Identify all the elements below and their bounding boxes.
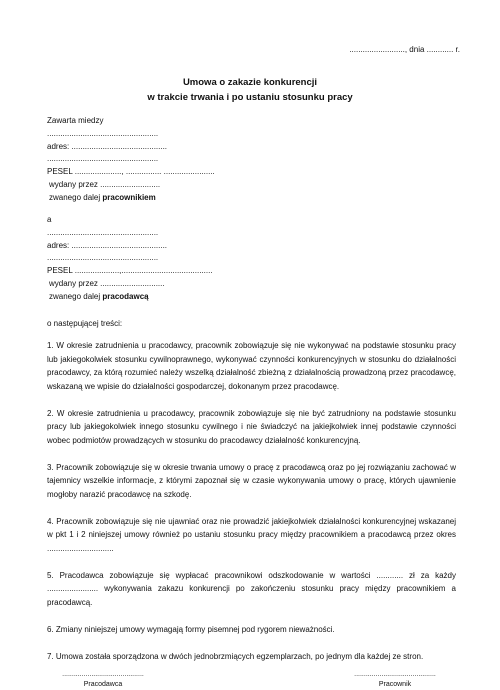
- party1-pesel: PESEL ....................., ................ .......................: [47, 167, 215, 177]
- party1-called: [47, 192, 215, 205]
- clause-6: 6. Zmiany niniejszej umowy wymagają formy pisemnej pod rygorem nieważności.: [47, 624, 335, 634]
- place-date-line: ........................., dnia ............ r.: [349, 45, 460, 54]
- party-employee-block: [47, 115, 215, 205]
- clauses-list: [47, 339, 456, 677]
- party-employer-block: [47, 214, 213, 304]
- party2-issued: wydany przez .............................: [49, 278, 165, 288]
- party2-address: adres: ...........................................: [47, 240, 168, 250]
- signature-employer-line: ..........................................: [62, 671, 144, 678]
- clause-1: 1. W okresie zatrudnienia u pracodawcy, pracownik zobowiązuje się nie wykonywać na podstawie stosunku pracy lub jakiegokolwiek stosunku cywilnoprawnego, wykonywać czynności konkurencyjnych w stosunku do działalności pracodawcy, za którą rozumieć należy wszelką działalność zbieżną z działalnością prowadzoną przez pracodawcę, wskazaną we wpisie do działalności gospodarczej, dokonanym przez pracodawcę.: [47, 341, 456, 391]
- clause-3: 3. Pracownik zobowiązuje się w okresie trwania umowy o pracę z pracodawcą oraz po jej rozwiązaniu zachować w tajemnicy wszelkie informacje, z którymi zapoznał się w czasie wykonywania umowy o pracę, których ujawnienie mogłoby narazić pracodawcę na szkodę.: [47, 462, 456, 499]
- signature-employee: [330, 670, 460, 690]
- document-title: [0, 75, 500, 105]
- clause-4: 4. Pracownik zobowiązuje się nie ujawniać oraz nie prowadzić jakiejkolwiek działalności konkurencyjnej wskazanej w pkt 1 i 2 niniejszej umowy również po ustaniu stosunku pracy między pracownikiem a pracodawcą przez okres ..............................: [47, 516, 456, 553]
- party2-name-line: ..................................................: [47, 227, 159, 237]
- intro-text: o następującej treści:: [47, 319, 123, 328]
- party1-address: adres: ...........................................: [47, 141, 168, 151]
- title-line-1: Umowa o zakazie konkurencji: [182, 77, 318, 88]
- party2-role: pracodawcą: [102, 291, 149, 301]
- signature-employee-label: Pracownik: [378, 681, 412, 688]
- party1-address-cont: ..................................................: [47, 154, 159, 164]
- party2-called-prefix: zwanego dalej: [49, 291, 103, 301]
- party2-called: [47, 291, 213, 304]
- clause-5: 5. Pracodawca zobowiązuje się wypłacać pracownikowi odszkodowanie w wartości ............ zł za każdy ....................... wykonywania zakazu konkurencji po zakończeniu stosunku pracy między pracownikiem a pracodawcą.: [47, 570, 456, 607]
- signature-employer-label: Pracodawca: [83, 681, 123, 688]
- title-line-2: w trakcie trwania i po ustaniu stosunku pracy: [147, 92, 353, 103]
- clause-2: 2. W okresie zatrudnienia u pracodawcy, pracownik zobowiązuje się nie być zatrudniony na podstawie stosunku pracy lub jakiegokolwiek innego stosunku cywilnego i nie świadczyć na jakiejkolwiek innej podstawie czynności wobec podmiotów prowadzących w stosunku do pracodawcy działalność konkurencyjną.: [47, 408, 456, 445]
- party2-pesel: PESEL ....................,.........................................: [47, 266, 213, 276]
- party1-intro: Zawarta miedzy: [47, 116, 104, 125]
- party1-called-prefix: zwanego dalej: [49, 192, 103, 202]
- signature-employer: [38, 670, 168, 690]
- signature-employee-line: ..........................................: [354, 671, 436, 678]
- clause-7: 7. Umowa została sporządzona w dwóch jednobrzmiących egzemplarzach, po jednym dla każdej ze stron.: [47, 651, 424, 661]
- party1-role: pracownikiem: [102, 192, 156, 202]
- party1-name-line: ..................................................: [47, 128, 159, 138]
- party2-conj: a: [47, 215, 52, 224]
- party2-address-cont: ..................................................: [47, 253, 159, 263]
- party1-issued: wydany przez ...........................: [49, 179, 161, 189]
